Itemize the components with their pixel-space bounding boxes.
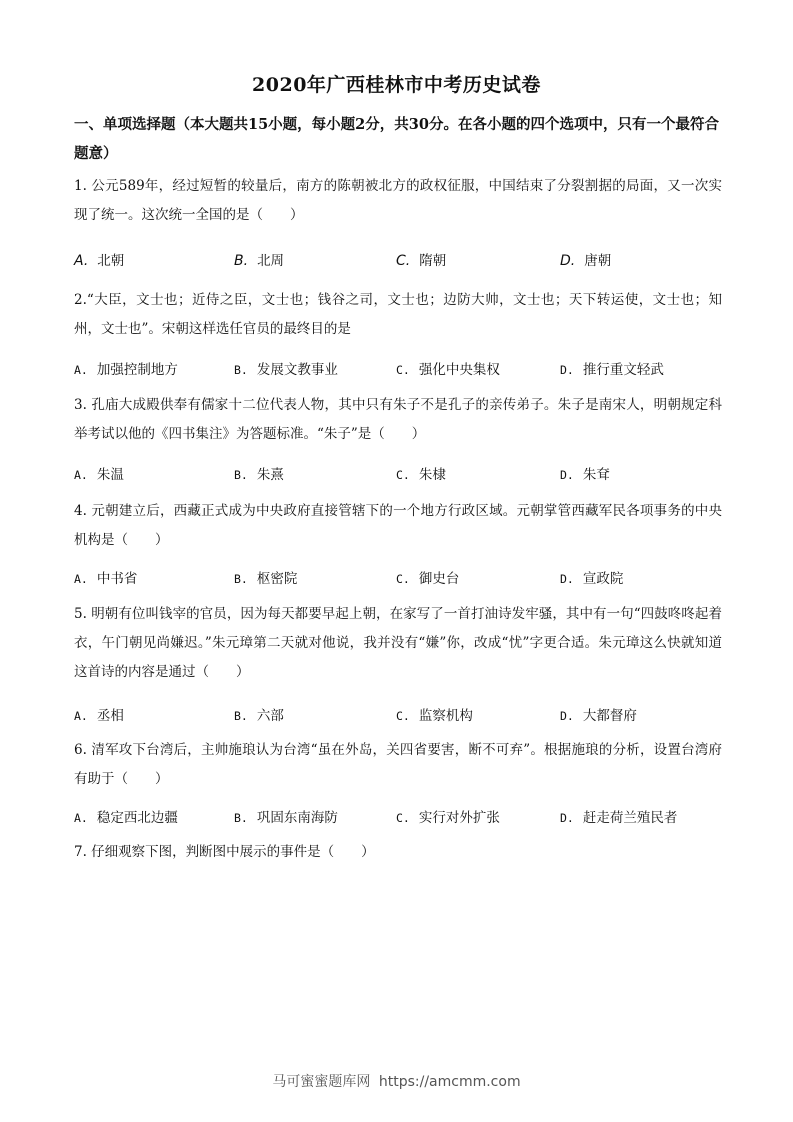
question-6: 6. 清军攻下台湾后，主帅施琅认为台湾“虽在外岛，关四省要害，断不可弃”。根据施琅的分析，设置台湾府有助于（ ）: [74, 742, 722, 787]
footer-site-name: 马可蜜蜜题库网: [272, 1074, 371, 1090]
option-6d[interactable]: D. 赶走荷兰殖民者: [560, 810, 678, 826]
question-7: 7. 仔细观察下图，判断图中展示的事件是（ ）: [74, 844, 375, 860]
options-3: [74, 463, 724, 483]
option-4b[interactable]: B. 枢密院: [234, 571, 298, 587]
option-2d[interactable]: D. 推行重文轻武: [560, 362, 664, 378]
question-3: 3. 孔庙大成殿供奉有儒家十二位代表人物，其中只有朱子不是孔子的亲传弟子。朱子是南宋人，明朝规定科举考试以他的《四书集注》为答题标准。“朱子”是（ ）: [74, 397, 722, 442]
option-2b[interactable]: B. 发展文教事业: [234, 362, 338, 378]
option-3a[interactable]: A. 朱温: [74, 467, 124, 483]
option-4a[interactable]: A. 中书省: [74, 571, 138, 587]
option-6b[interactable]: B. 巩固东南海防: [234, 810, 338, 826]
option-5b[interactable]: B. 六部: [234, 708, 284, 724]
options-5: [74, 704, 724, 724]
option-3d[interactable]: D. 朱耷: [560, 467, 610, 483]
option-5c[interactable]: C. 监察机构: [396, 708, 473, 724]
option-4c[interactable]: C. 御史台: [396, 571, 460, 587]
options-4: [74, 567, 724, 587]
options-1: [74, 249, 724, 269]
options-2: [74, 358, 724, 378]
option-3b[interactable]: B. 朱熹: [234, 467, 284, 483]
option-6c[interactable]: C. 实行对外扩张: [396, 810, 500, 826]
question-5: 5. 明朝有位叫钱宰的官员，因为每天都要早起上朝，在家写了一首打油诗发牢骚，其中有一句“四鼓咚咚起着衣，午门朝见尚嫌迟。”朱元璋第二天就对他说，我并没有“嫌”你，改成“忧”字更合适。朱元璋这么快就知道这首诗的内容是通过（ ）: [74, 606, 722, 680]
option-3c[interactable]: C. 朱棣: [396, 467, 446, 483]
option-5d[interactable]: D. 大都督府: [560, 708, 637, 724]
footer: [0, 1071, 793, 1091]
section-heading: 一、单项选择题（本大题共15小题，每小题2分，共30分。在各小题的四个选项中，只有一个最符合题意）: [74, 116, 719, 162]
option-4d[interactable]: D. 宣政院: [560, 571, 624, 587]
option-1d[interactable]: D. 唐朝: [560, 253, 612, 269]
options-6: [74, 806, 724, 826]
question-1: 1. 公元589年，经过短暂的较量后，南方的陈朝被北方的政权征服，中国结束了分裂割据的局面，又一次实现了统一。这次统一全国的是（ ）: [74, 178, 722, 223]
footer-url-link[interactable]: https://amcmm.com: [378, 1074, 521, 1090]
option-2c[interactable]: C. 强化中央集权: [396, 362, 500, 378]
option-5a[interactable]: A. 丞相: [74, 708, 124, 724]
page-title: 2020年广西桂林市中考历史试卷: [252, 74, 541, 96]
option-1a[interactable]: A. 北朝: [74, 253, 125, 269]
option-1b[interactable]: B. 北周: [234, 253, 285, 269]
option-6a[interactable]: A. 稳定西北边疆: [74, 810, 178, 826]
option-1c[interactable]: C. 隋朝: [396, 253, 447, 269]
question-2: 2.“大臣，文士也；近侍之臣，文士也；钱谷之司，文士也；边防大帅，文士也；天下转运使，文士也；知州，文士也”。宋朝这样选任官员的最终目的是: [74, 292, 722, 337]
option-2a[interactable]: A. 加强控制地方: [74, 362, 178, 378]
question-4: 4. 元朝建立后，西藏正式成为中央政府直接管辖下的一个地方行政区域。元朝掌管西藏军民各项事务的中央机构是（ ）: [74, 503, 722, 548]
